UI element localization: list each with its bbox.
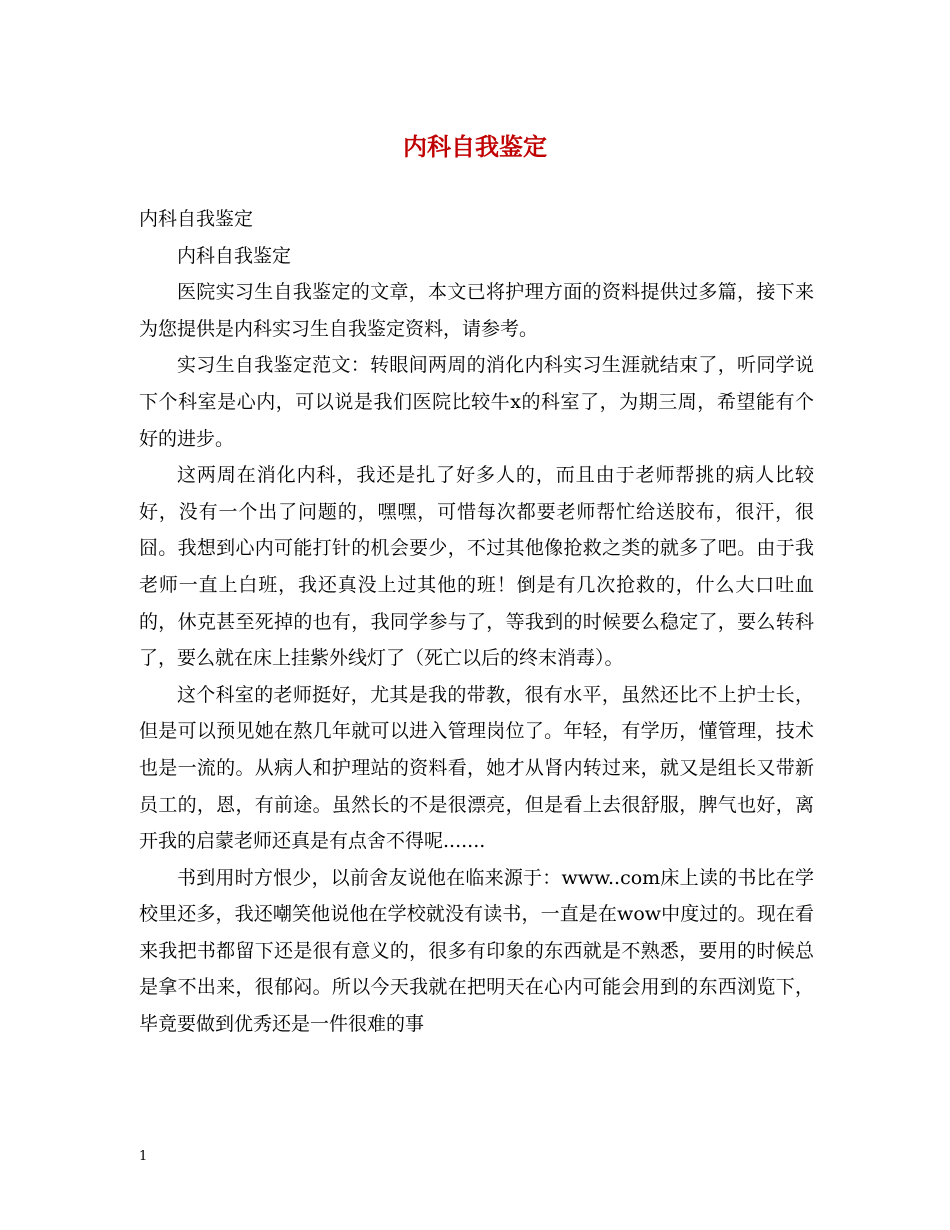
paragraph-subheading: 内科自我鉴定	[177, 244, 292, 267]
document-body	[139, 201, 814, 1043]
page-number: 1	[139, 1149, 148, 1164]
document-title: 内科自我鉴定	[403, 132, 547, 161]
paragraph-intro: 医院实习生自我鉴定的文章，本文已将护理方面的资料提供过多篇，接下来为您提供是内科实习生自我鉴定资料，请参考。	[139, 281, 814, 340]
paragraph-books: 书到用时方恨少，以前舍友说他在临来源于：www..com床上读的书比在学校里还多，我还嘲笑他说他在学校就没有读书，一直是在wow中度过的。现在看来我把书都留下还是很有意义的，很多有印象的东西就是不熟悉，要用的时候总是拿不出来，很郁闷。所以今天我就在把明天在心内可能会用到的东西浏览下，毕竟要做到优秀还是一件很难的事	[139, 866, 814, 1036]
paragraph-teacher: 这个科室的老师挺好，尤其是我的带教，很有水平，虽然还比不上护士长，但是可以预见她在熬几年就可以进入管理岗位了。年轻，有学历，懂管理，技术也是一流的。从病人和护理站的资料看，她才从肾内转过来，就又是组长又带新员工的，恩，有前途。虽然长的不是很漂亮，但是看上去很舒服，脾气也好，离开我的启蒙老师还真是有点舍不得呢.......	[139, 683, 814, 853]
paragraph-sample: 实习生自我鉴定范文：转眼间两周的消化内科实习生涯就结束了，听同学说下个科室是心内，可以说是我们医院比较牛x的科室了，为期三周，希望能有个好的进步。	[139, 354, 814, 450]
paragraph-two-weeks: 这两周在消化内科，我还是扎了好多人的，而且由于老师帮挑的病人比较好，没有一个出了问题的，嘿嘿，可惜每次都要老师帮忙给送胶布，很汗，很囧。我想到心内可能打针的机会要少，不过其他像抢救之类的就多了吧。由于我老师一直上白班，我还真没上过其他的班！倒是有几次抢救的，什么大口吐血的，休克甚至死掉的也有，我同学参与了，等我到的时候要么稳定了，要么转科了，要么就在床上挂紫外线灯了（死亡以后的终末消毒）。	[139, 464, 814, 670]
paragraph-heading: 内科自我鉴定	[139, 208, 254, 230]
